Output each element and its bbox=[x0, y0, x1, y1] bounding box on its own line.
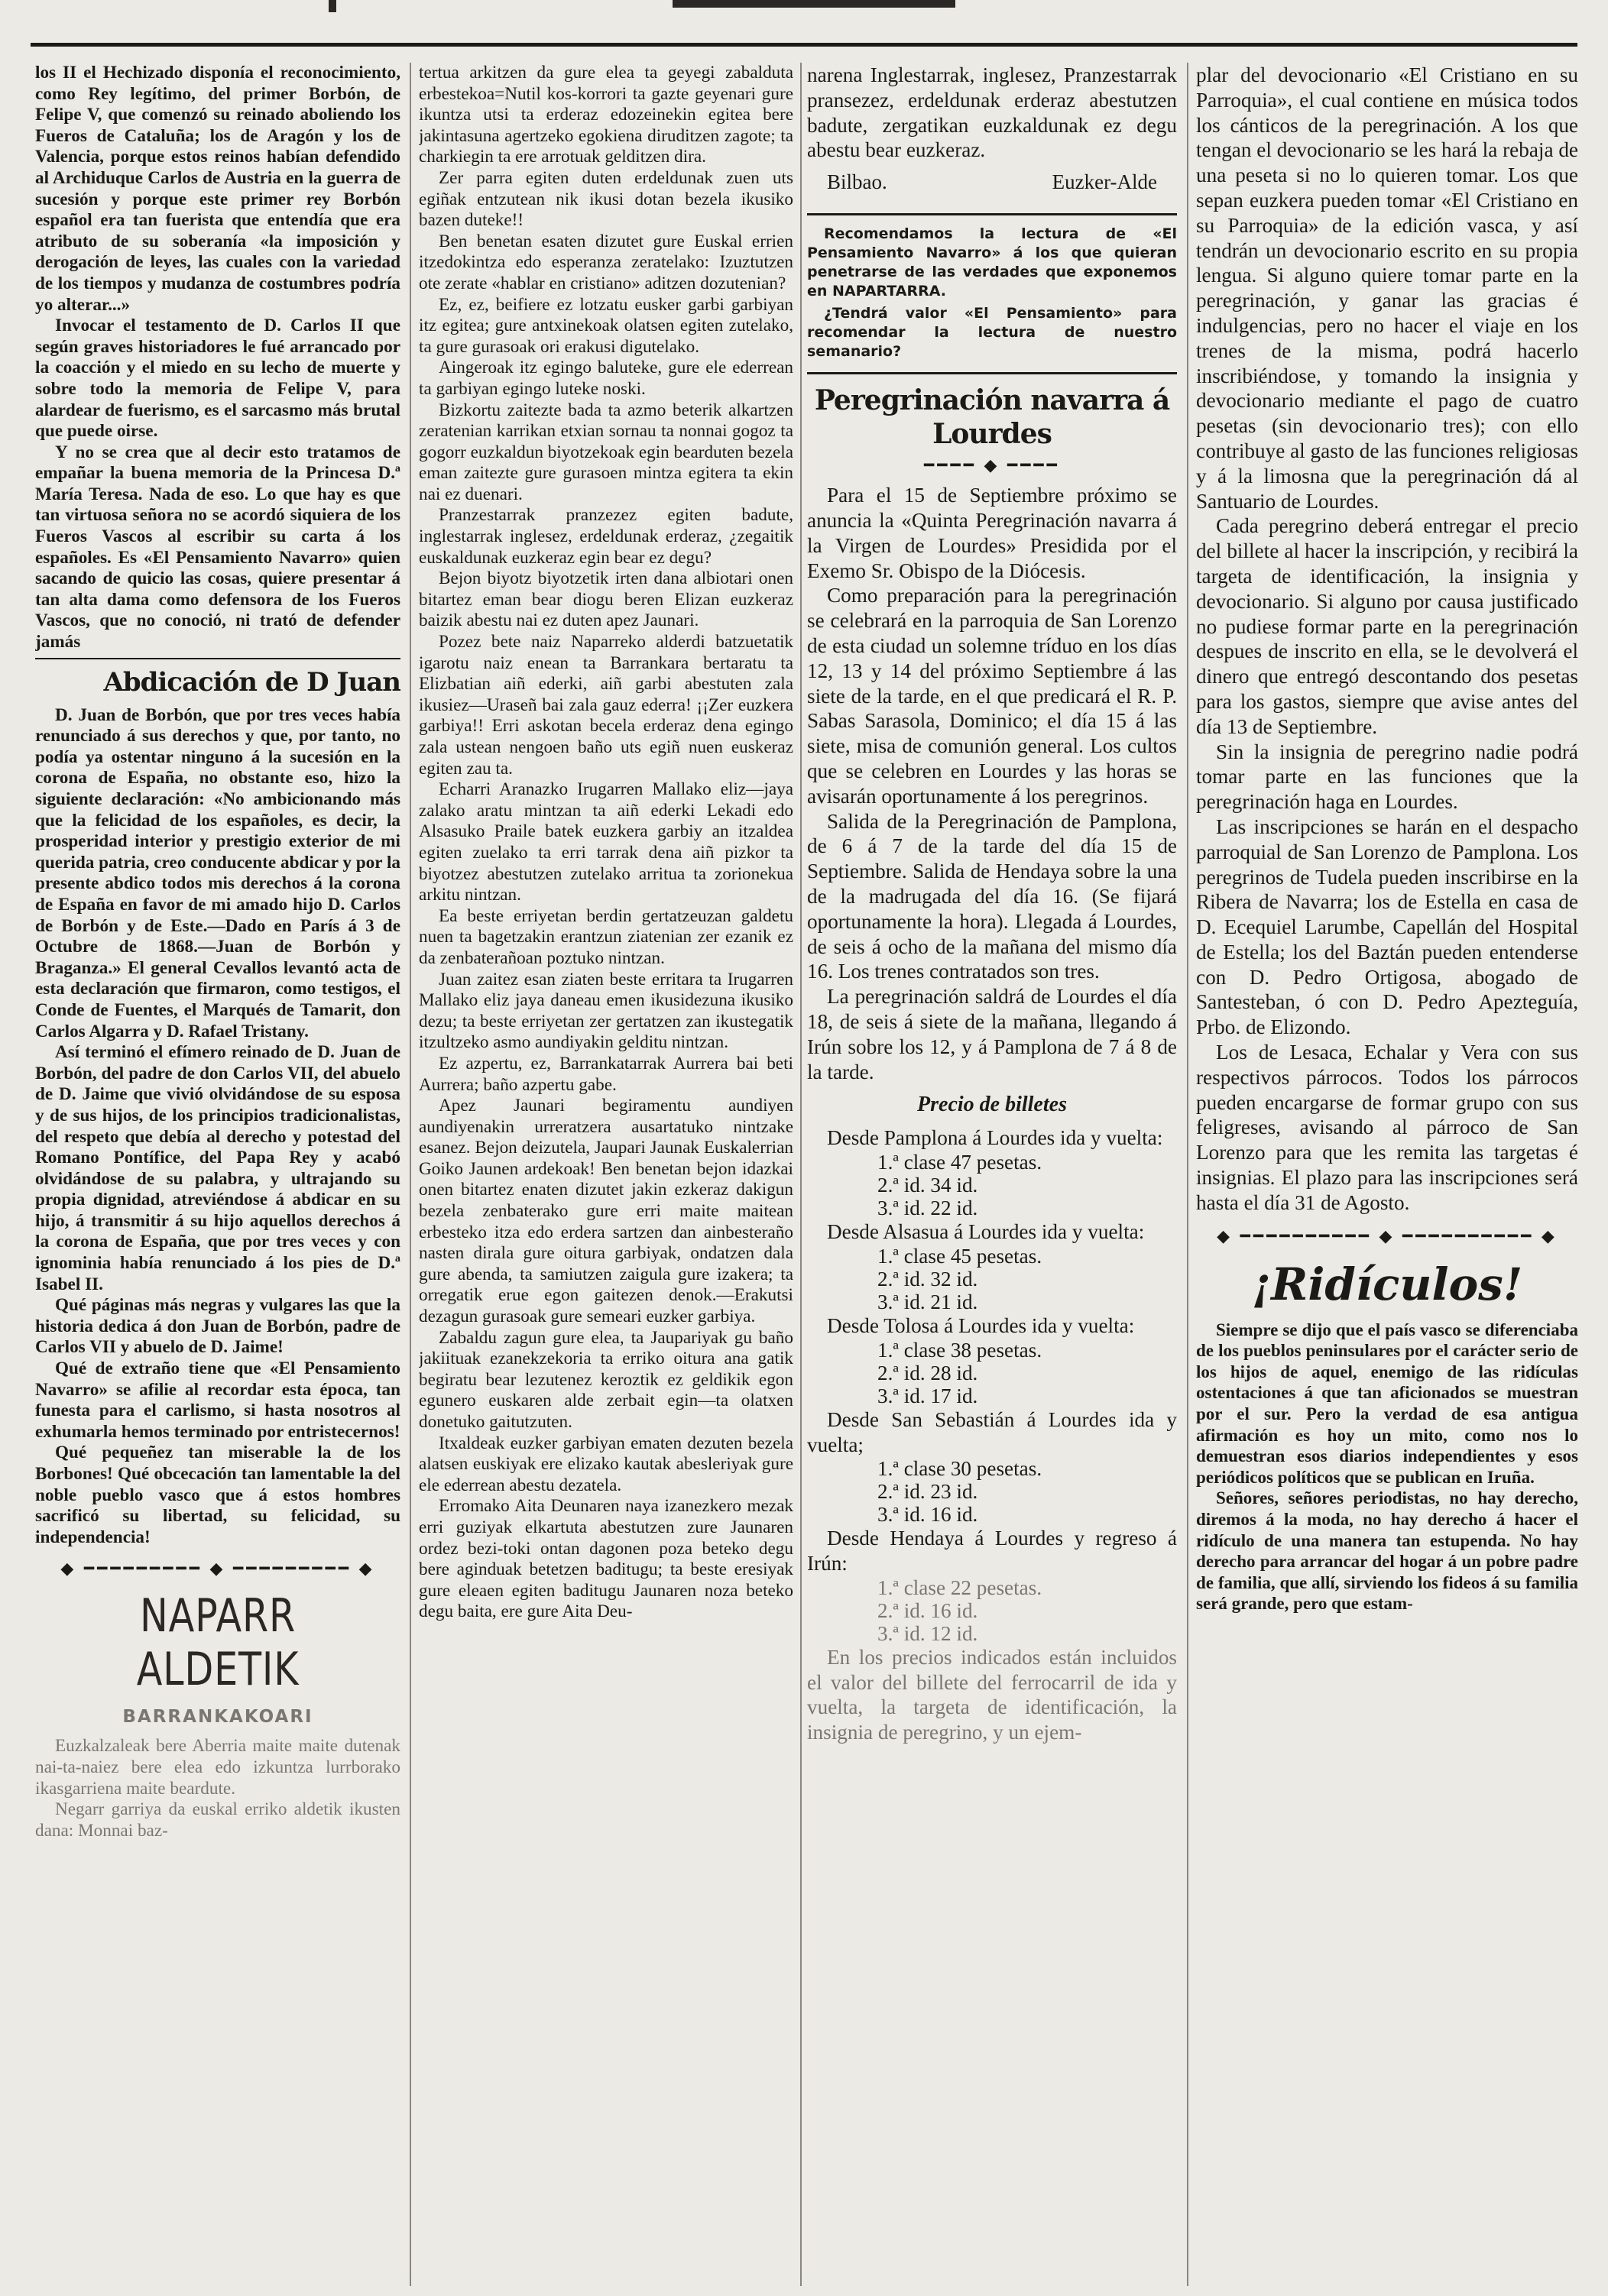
paragraph: Itxaldeak euzker garbiyan ematen dezuten bezela alatsen euskiyak ere elizako kautak abesleriyak gure ele ederrean abestu dezatela. bbox=[419, 1433, 793, 1495]
paragraph: Bejon biyotz biyotzetik irten dana albiotari onen bitartez eman bear diogu beren Elizan euzkeraz baizik abestu nai ez duten apez Jaunari. bbox=[419, 568, 793, 631]
notice-text: Recomendamos la lectura de «El Pensamiento Navarro» á los que quieran penetrarse de las verdades que exponemos en NAPARTARRA. bbox=[807, 225, 1177, 300]
price-row: 1.ª clase 22 pesetas. bbox=[877, 1575, 1042, 1599]
price-row: 1.ª clase 47 pesetas. bbox=[877, 1151, 1042, 1174]
paragraph: Los de Lesaca, Echalar y Vera con sus respectivos párrocos. Todos los párrocos pueden encargarse de formar grupo con sus feligreses, avisando al párroco de San Lorenzo para que les remita las targetas é insignias. El plazo para las inscripciones será hasta el día 31 de Agosto. bbox=[1196, 1041, 1578, 1214]
paragraph: Siempre se dijo que el país vasco se diferenciaba de los pueblos peninsulares por el carácter serio de los hijos de aquel, enemigo de las ridículas ostentaciones á que tan aficionados se muestran por el sur. Pero la verdad de esa antigua afirmación es hoy un mito, como nos lo demuestran esos diarios independientes y esos periódicos políticos que se publican en Iruña. bbox=[1196, 1320, 1578, 1487]
paragraph: Ez azpertu, ez, Barrankatarrak Aurrera bai beti Aurrera; baño azpertu gabe. bbox=[419, 1053, 793, 1095]
paragraph: plar del devocionario «El Cristiano en su Parroquia», el cual contiene en música todos los cánticos de la peregrinación. A los que tengan el devocionario se les hará la rebaja de una peseta si no lo quieren tomar. Los que sepan euzkera pueden tomar «El Cristiano en su Parroquia» de la edición vasca, y así tendrán un devocionario escrito en su propia lengua. Si alguno quiere tomar parte en la peregrinación, y ganar las gracias é indulgencias, pero no hacer el viaje en los trenes de la misma, podrá hacerlo inscribiéndose, y tomando la insignia y devocionario mediante el pago de cuatro pesetas (sin devocionario tres); con ello contribuye al gasto de las funciones religiosas y á la limosna que la peregrinación dá al Santuario de Lourdes. bbox=[1196, 63, 1578, 513]
section-heading: ¡Ridículos! bbox=[1251, 1258, 1523, 1310]
column-divider bbox=[800, 63, 802, 2286]
scan-edge bbox=[673, 0, 955, 8]
paragraph: En los precios indicados están incluidos el valor del billete del ferrocarril de ida y vuelta, la targeta de identificación, la insignia de peregrino, y un ejem- bbox=[807, 1645, 1177, 1744]
price-row: 2.ª id. 28 id. bbox=[877, 1361, 978, 1384]
paragraph: narena Inglestarrak, inglesez, Pranzestarrak pransezez, erdeldunak erderaz abestutzen badute, zergatikan euzkaldunak ez degu abestu bear euzkeraz. bbox=[807, 63, 1177, 162]
price-row: 3.ª id. 16 id. bbox=[877, 1503, 978, 1527]
signature-row bbox=[807, 163, 1177, 202]
price-row: 2.ª id. 23 id. bbox=[877, 1480, 978, 1504]
paragraph: Qué pequeñez tan miserable la de los Borbones! Qué obcecación tan lamentable la del noble pueblo vasco que á estos hombres sacrificó su libertad, su felicidad, su independencia! bbox=[35, 1443, 400, 1547]
paragraph: Zabaldu zagun gure elea, ta Jaupariyak gu baño jakiituak ezanekzekoria ta erriko oitura ana gatik begiratu bear lezutenez keroztik ez geldikik egon egunero euskaren alde zerbait egin—ta olatxen donetuko gaitutzuten. bbox=[419, 1327, 793, 1432]
paragraph: Bizkortu zaitezte bada ta azmo beterik alkartzen zeratenian karrikan etxian sornau ta nonnai gogoz ta gogorr euzkaldun biyotzekoak egin bearduten bezela eman zaitezte gure gurasoen mintza egitera ta ekin nai ez duenari. bbox=[419, 400, 793, 504]
paragraph: Echarri Aranazko Irugarren Mallako eliz—jaya zalako aratu mintzan ta aiñ ederki Lekadi edo Alsasuko Praile batek euzkera garbiy an itzaldea egiten zuelako ta erri tarrak dena aiñ pizkor ta biyotzez abestutzen zutelako arritua ta zorionekua arkitu nintzan. bbox=[419, 779, 793, 905]
section-heading: Peregrinación navarra á Lourdes bbox=[814, 384, 1170, 451]
price-row: 1.ª clase 30 pesetas. bbox=[877, 1457, 1042, 1481]
top-rule bbox=[31, 43, 1577, 47]
section-title: NAPARR ALDETIK bbox=[136, 1589, 300, 1697]
paragraph: Erromako Aita Deunaren naya izanezkero mezak erri guziyak elkartuta abestutzen zure Jaunaren ordez bezi-toki ontan dagonen poza beteko degu bere aginduak betetzen baditugu; ta beste eresiyak gure eleaen egiten baditugu Jaunaren noza beteko degu baita, ere gure Aita Deu- bbox=[419, 1496, 793, 1622]
notice-box bbox=[807, 225, 1177, 361]
paragraph: Señores, señores periodistas, no hay derecho, diremos á la moda, no hay derecho á hacer el ridículo de una manera tan estupenda. No hay derecho para arrancar del hogar á un pobre padre de familia, que allí, sirviendo los fideos á su familia será grande, pero que estam- bbox=[1196, 1488, 1578, 1614]
paragraph: Ea beste erriyetan berdin gertatzeuzan galdetu nuen ta bagetzakin erantzun ziatenian zer ezanik ez da zenbaterañoan poztuko nintzan. bbox=[419, 905, 793, 968]
paragraph: Negarr garriya da euskal erriko aldetik ikusten dana: Monnai baz- bbox=[35, 1799, 400, 1841]
column-divider bbox=[1187, 63, 1188, 2286]
paragraph: Como preparación para la peregrinación se celebrará en la parroquia de San Lorenzo de esta ciudad un solemne tríduo en los días 12, 13 y 14 del próximo Septiembre á las siete de la tarde, en el que predicará el R. P. Sabas Sarasola, Dominico; el día 15 á las siete, misa de comunión general. Los cultos que se celebren en Lourdes y las horas se avisarán oportunamente á los peregrinos. bbox=[807, 584, 1177, 808]
paragraph: Así terminó el efímero reinado de D. Juan de Borbón, del padre de don Carlos VII, del abuelo de D. Jaime que vivió olvidándose de su esposa y de sus hijos, de los principios tradicionalistas, del respeto que debía al derecho y potestad del Romano Pontífice, del Papa Rey y acabó olvidándose de su palabra, y ultrajando su propia dignidad, atreviéndose á abdicar en su hijo, á transmitir á su hijo aquellos derechos á la corona de España, que por tres veces y con ignominia había renunciado á los pies de D.ª Isabel II. bbox=[35, 1042, 400, 1294]
price-row: 2.ª id. 16 id. bbox=[877, 1598, 978, 1622]
paragraph: Pozez bete naiz Naparreko alderdi batzuetatik igarotu naiz enean ta Barrankara bertaratu ta Elizbatian aiñ ederki, aiñ garbi abestuten zala ikusiez—Uraseñ bai zala gauz ederra! ¡¡Zer euzkera garbiya!! Erri askotan becela erderaz dena egingo zala ustean nengoen baño uts egiñ nuen euskeraz egiten zau ta. bbox=[419, 632, 793, 779]
divider bbox=[807, 372, 1177, 374]
paragraph: Euzkalzaleak bere Aberria maite maite dutenak nai-ta-naiez bere elea edo izkuntza lurrborako ikasgarriena maite beardute. bbox=[35, 1736, 400, 1799]
price-row: 3.ª id. 17 id. bbox=[877, 1384, 978, 1407]
ornament-divider: ◆ ━━━━━━━━━━ ◆ ━━━━━━━━━━ ◆ bbox=[1217, 1226, 1558, 1245]
paragraph: Salida de la Peregrinación de Pamplona, de 6 á 7 de la tarde del día 15 de Septiembre. Salida de Hendaya sobre la una de la madrugada del día 16. (Se fijará oportunamente la hora). Llegada á Lourdes, de seis á ocho de la mañana del mismo día 16. Los trenes contratados son tres. bbox=[807, 809, 1177, 983]
paragraph: Sin la insignia de peregrino nadie podrá tomar parte en las funciones que la peregrinación haga en Lourdes. bbox=[1196, 740, 1578, 814]
divider bbox=[807, 213, 1177, 215]
paragraph: La peregrinación saldrá de Lourdes el día 18, de seis á siete de la mañana, llegando á Irún sobre los 12, y á Pamplona de 7 á 8 de la tarde. bbox=[807, 985, 1177, 1083]
paragraph: Las inscripciones se harán en el despacho parroquial de San Lorenzo de Pamplona. Los peregrinos de Tudela pueden inscribirse en la Ribera de Navarra; los de Estella en casa de D. Ecequiel Larumbe, Capellán del Hospital de Estella; los del Baztán pueden entenderse con D. Pedro Ortigosa, abogado de Santesteban, ó con D. Pedro Apezteguía, Prbo. de Elizondo. bbox=[1196, 814, 1578, 1039]
paragraph: Ben benetan esaten dizutet gure Euskal errien itzedokintza edo esperanza zeratelako: Izuztutzen ote zerate «hablar en cristiano» aditzen dozutenian? bbox=[419, 231, 793, 293]
column-4 bbox=[1196, 63, 1578, 2278]
divider bbox=[35, 658, 400, 659]
paragraph: Zer parra egiten duten erdeldunak zuen uts egiñak entzutean nik ikusi dotan bezela ikusiko bazen duteke!! bbox=[419, 167, 793, 231]
paragraph: Para el 15 de Septiembre próximo se anuncia la «Quinta Peregrinación navarra á la Virgen de Lourdes» Presidida por el Exemo Sr. Obispo de la Diócesis. bbox=[807, 484, 1177, 582]
paragraph: Juan zaitez esan ziaten beste erritara ta Irugarren Mallako eliz jaya daneau emen ikusidezuna ikusiko dezu; ta beste erriyetan zer gertatzen zan ikustegatik itzultzeko asmo aundiyakin gelditu nintzan. bbox=[419, 969, 793, 1053]
price-row: 1.ª clase 45 pesetas. bbox=[877, 1244, 1042, 1268]
route-line: Desde San Sebastián á Lourdes ida y vuelta; bbox=[807, 1407, 1177, 1456]
price-row: 3.ª id. 22 id. bbox=[877, 1197, 978, 1220]
ornament-divider: ◆ ━━━━━━━━━ ◆ ━━━━━━━━━ ◆ bbox=[60, 1559, 375, 1579]
scan-edge bbox=[329, 0, 336, 12]
ornament-divider: ━━━━ ◆ ━━━━ bbox=[924, 455, 1060, 475]
route-line: Desde Pamplona á Lourdes ida y vuelta: bbox=[827, 1126, 1163, 1150]
price-row: 3.ª id. 12 id. bbox=[877, 1621, 978, 1645]
price-row: 2.ª id. 34 id. bbox=[877, 1174, 978, 1197]
paragraph: Apez Jaunari begiramentu aundiyen aundiyenakin urreratzera ausartatuko nintzake esanez. Bejon deizutela, Jaupari Jaunak Euskalerrian Goiko Jaunen ardekoak! Ben benetan bejon idazkai onen bitartez enaten dizutet jakin ezkeraz dakigun bezela zenbaterako gure erri maite maitean erbesteko itza edo erdera sartzen dan ainbesteraño nasten dirala gure oitura garbiyak, ondatzen dala gure abenda, ta samiutzen zaigula gure izakera; ta orregatik erue egon gaitezen denok.—Erakutsi dezagun gurasoak gure semeari euzker garbiya. bbox=[419, 1096, 793, 1327]
sign-place: Bilbao. bbox=[827, 170, 887, 194]
paragraph: Y no se crea que al decir esto tratamos de empañar la buena memoria de la Princesa D.ª María Teresa. Nada de eso. Lo que hay es que tan virtuosa señora no se acordó siquiera de los Fueros Vascos al escribir su carta á los españoles. Es «El Pensamiento Navarro» quien sacando de quicio las cosas, quiere presentar á tan alta dama como defensora de los Fueros Vascos, que no conoció, ni trató de defender jamás bbox=[35, 442, 400, 653]
price-row: 2.ª id. 32 id. bbox=[877, 1267, 978, 1290]
sign-author: Euzker-Alde bbox=[1052, 170, 1157, 194]
price-row: 1.ª clase 38 pesetas. bbox=[877, 1338, 1042, 1362]
notice-text: ¿Tendrá valor «El Pensamiento» para recomendar la lectura de nuestro semanario? bbox=[807, 305, 1177, 361]
route-line: Desde Alsasua á Lourdes ida y vuelta: bbox=[827, 1220, 1145, 1244]
paragraph: Qué de extraño tiene que «El Pensamiento Navarro» se afilie al recordar esta época, tan funesta para el carlismo, si hasta nosotros al exhumarla hemos terminado por entristecernos! bbox=[35, 1358, 400, 1442]
section-subtitle: BARRANKAKOARI bbox=[122, 1707, 313, 1728]
column-3 bbox=[807, 63, 1177, 2278]
paragraph: Qué páginas más negras y vulgares las que la historia dedica á don Juan de Borbón, padre de Carlos VII y abuelo de D. Jaime! bbox=[35, 1295, 400, 1358]
paragraph: Aingeroak itz egingo baluteke, gure ele ederrean ta garbiyan egingo luteke noski. bbox=[419, 358, 793, 399]
price-heading: Precio de billetes bbox=[917, 1093, 1067, 1117]
price-row: 3.ª id. 21 id. bbox=[877, 1290, 978, 1313]
column-1 bbox=[35, 63, 400, 2278]
paragraph: tertua arkitzen da gure elea ta geyegi zabalduta erbestekoa=Nutil kos-korrori ta gazte geyenari gure ikuntza utsi ta erderaz edozeinekin egitea bere jakintasuna agertzeko egokiena diruditzen zagote; ta charkiegin ta ere arrotuak gelditzen dira. bbox=[419, 63, 793, 167]
route-line: Desde Hendaya á Lourdes y regreso á Irún: bbox=[807, 1527, 1177, 1575]
section-heading: Abdicación de D Juan bbox=[103, 666, 400, 698]
paragraph: D. Juan de Borbón, que por tres veces había renunciado á sus derechos y que, por tanto, no podía ya ostentar ninguno á la sucesión en la corona de España, no obstante eso, hizo la siguiente declaración: «No ambicionando más que la felicidad de los españoles, es decir, la prosperidad interior y prestigio exterior de mi querida patria, creo conducente abdicar y por la presente abdico todos mis derechos á la corona de España en favor de mi amado hijo D. Carlos de Borbón y de Este.—Dado en París á 3 de Octubre de 1868.—Juan de Borbón y Braganza.» El general Cevallos levantó acta de esta declaración que firmaron, como testigos, el Conde de Fuentes, el Marqués de Tamarit, don Carlos Algarra y D. Rafael Tristany. bbox=[35, 704, 400, 1041]
column-divider bbox=[410, 63, 411, 2286]
paragraph: Invocar el testamento de D. Carlos II que según graves historiadores le fué arrancado por la coacción y el miedo en su lecho de muerte y sobre todo la memoria de Felipe V, para alardear de fuerismo, es el sarcasmo más brutal que puede oirse. bbox=[35, 316, 400, 442]
paragraph: los II el Hechizado disponía el reconocimiento, como Rey legítimo, del primer Borbón, de Felipe V, que comenzó su reinado aboliendo los Fueros de Cataluña; los de Aragón y los de Valencia, porque estos reinos habían defendido al Archiduque Carlos de Austria en la guerra de sucesión y porque este primer rey Borbón español era tan fuerista que entendía que era atributo de su soberanía «la imposición y derogación de leyes, las cuales con la variedad de los tiempos y mudanza de costumbres podría yo alterar...» bbox=[35, 63, 400, 315]
column-2 bbox=[419, 63, 793, 2278]
paragraph: Pranzestarrak pranzezez egiten badute, inglestarrak inglesez, erdeldunak erderaz, ¿zegaitik euskaldunak euzkeraz egin bear ez degu? bbox=[419, 505, 793, 568]
paragraph: Ez, ez, beifiere ez lotzatu eusker garbi garbiyan itz egitea; gure antxinekoak olatsen egiten zutelako, ta gure gurasoak ori erakusi digutelako. bbox=[419, 294, 793, 357]
route-line: Desde Tolosa á Lourdes ida y vuelta: bbox=[827, 1313, 1135, 1337]
paragraph: Cada peregrino deberá entregar el precio del billete al hacer la inscripción, y recibirá la targeta de identificación, la insignia y devocionario. Si alguno por causa justificado no pudiese formar parte en la peregrinación despues de inscrito en ella, se le devolverá el dinero que entregó descontando dos pesetas para los gastos, siempre que avise antes del día 13 de Septiembre. bbox=[1196, 514, 1578, 738]
